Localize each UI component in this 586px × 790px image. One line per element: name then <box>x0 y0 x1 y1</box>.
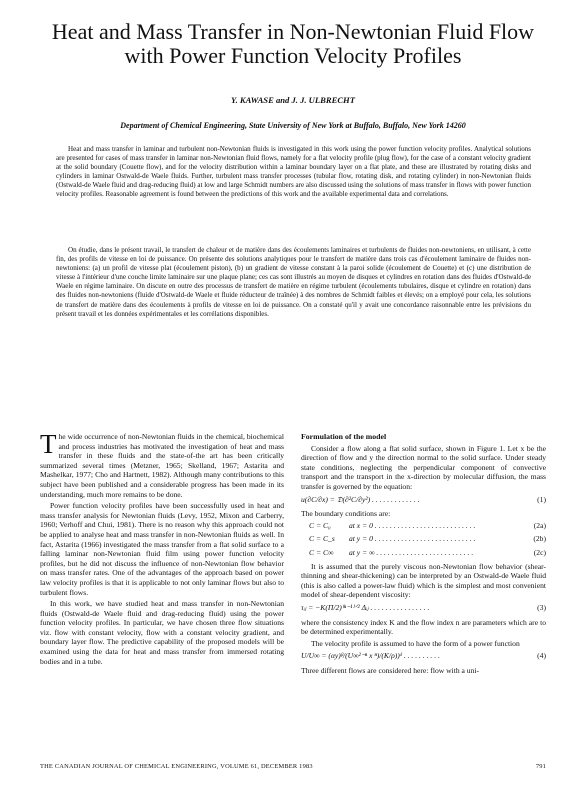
left-column <box>40 429 284 668</box>
equation-3-number: (3) <box>537 602 546 612</box>
page-footer <box>40 763 546 770</box>
bc-2a-lhs: C = C₀ <box>309 520 331 530</box>
drop-cap: T <box>40 429 57 459</box>
right-column <box>301 432 546 677</box>
boundary-condition-2a <box>309 521 546 531</box>
bc-2a-number: (2a) <box>533 520 546 530</box>
section-heading: Formulation of the model <box>301 432 387 441</box>
equation-4 <box>301 651 546 661</box>
intro-paragraph-1 <box>40 429 284 499</box>
equation-3 <box>301 603 546 613</box>
equation-1 <box>301 495 546 505</box>
journal-citation: THE CANADIAN JOURNAL OF CHEMICAL ENGINEERING, VOLUME 61, DECEMBER 1983 <box>40 763 313 770</box>
model-paragraph-1: Consider a flow along a flat solid surface, shown in Figure 1. Let x be the direction of flow and y the direction normal to the solid surface. Under steady state conditions, neglecting the perpendicular component of convective transport and the transport in the x-direction by molecular diffusion, the mass transfer is governed by the equation: <box>301 443 546 491</box>
bc-2a-rhs: at x = 0 . . . . . . . . . . . . . . . . . . . . . . . . . . . <box>349 520 476 530</box>
boundary-condition-2b <box>309 534 546 544</box>
bc-2b-lhs: C = C_s <box>309 534 335 544</box>
abstract-english: Heat and mass transfer in laminar and turbulent non-Newtonian fluids is investigated in this work using the power function velocity profiles. Analytical solutions are presented for cases of mass transfer in laminar non-Newtonian fluid flows, namely for a flat velocity profile (plug flow), for the case of a constant velocity gradient at the solid boundary (Couette flow), and for the velocity distribution within a laminar boundary layer on a flat plate, and these are illustrated by rotating disks and cylinders in laminar Ostwald-de Waele fluids. Further, turbulent mass transfer processes (tubular flow, rotating disk, and rotating cylinder) in non-Newtonian fluids (Ostwald-de Waele fluid and drag-reducing fluid) at low and large Schmidt numbers are also discussed using the solutions of mass transfer in flows with power function velocity profiles. Reasonable agreement is found between the predictions of this work and the available experimental data and correlations. <box>56 145 531 199</box>
intro-paragraph-3: In this work, we have studied heat and mass transfer in non-Newtonian fluids (Ostwald-de Waele fluid and drag-reducing fluid) using the power function velocity profiles. In particular, we have chosen three flow situations viz. flow with constant velocity, flow with a constant velocity gradient, and boundary layer flow. The predictive capability of the proposed models will be examined using the data for heat and mass transfer from immersed rotating bodies and in a tube. <box>40 599 284 666</box>
intro-paragraph-1-text: he wide occurrence of non-Newtonian fluids in the chemical, biochemical and process industries has motivated the investigation of heat and mass transfer in these fluids and the state-of-the art has been critically summarized several times (Metzner, 1965; Skelland, 1967; Astarita and Mashelkar, 1977; Cho and Hartnett, 1982). Although many contributions to this subject have been published and a considerable progress has been made in its understanding, much more remains to be done. <box>40 432 284 499</box>
title-line-1: Heat and Mass Transfer in Non-Newtonian Fluid Flow <box>51 19 535 44</box>
equation-3-expression: τᵢⱼ = −K(Π/2)⁽ⁿ⁻¹⁾ᐟ² Δᵢⱼ <box>301 602 369 612</box>
model-paragraph-4: The velocity profile is assumed to have the form of a power function <box>311 638 520 648</box>
bc-2c-rhs: at y = ∞ . . . . . . . . . . . . . . . . . . . . . . . . . . <box>349 547 474 557</box>
abstract-french: On étudie, dans le présent travail, le transfert de chaleur et de matière dans des écoulements laminaires et turbulents de fluides non-newtoniens, en utilisant, à cette fin, des profils de vitesse en loi de puissance. On présente des solutions analytiques pour le transfert de matière dans trois cas d'écoulement laminaire de fluides non-newtoniens: (a) un profil de vitesse plat (écoulement piston), (b) un gradient de vitesse constant à la paroi solide (écoulement de Couette) et (c) une distribution de vitesse à l'intérieur d'une couche limite laminaire sur une plaque plane; ces cas sont illustrés au moyen de disques et cylindres en rotation dans des fluides d'Ostwald-de Waele en régime laminaire. On discute en outre des processus de transfert de matière en régime turbulent (écoulements tubulaires, disque et cylindre en rotation) dans des fluides non-newtoniens (fluide d'Ostwald-de Waele et fluide réducteur de traînée) à des nombres de Schmidt faibles et élevés; on a employé pour cela, les solutions de transfert de matière dans des écoulements à profils de vitesse en loi de puissance. On a constaté qu'il y avait une concordance raisonnable entre les prévisions du présent travail et les données expérimentales et les corrélations disponibles. <box>56 246 531 318</box>
bc-2c-number: (2c) <box>533 547 546 557</box>
equation-4-leader: . . . . . . . . . . <box>401 651 440 661</box>
equation-4-expression: U/U∞ = (αy)ᵝ/(U∞²⁻ⁿ x ⁿ)/(K/ρ))ᵟ <box>301 651 402 661</box>
bc-2c-lhs: C = C∞ <box>309 547 334 557</box>
authors: Y. KAWASE and J. J. ULBRECHT <box>230 95 355 105</box>
model-paragraph-5: Three different flows are considered here: flow with a uni- <box>301 665 480 675</box>
equation-1-number: (1) <box>537 494 546 504</box>
model-paragraph-2: It is assumed that the purely viscous non-Newtonian flow behavior (shear-thinning and shear-thickening) can be interpreted by an Ostwald-de Waele fluid (this is also called a power-law fluid) which is the simplest and most convenient model of shear-dependent viscosity: <box>301 561 546 600</box>
page-number: 791 <box>535 763 546 770</box>
equation-3-leader: . . . . . . . . . . . . . . . . <box>368 602 430 612</box>
affiliation: Department of Chemical Engineering, State University of New York at Buffalo, Buffalo, New York 14260 <box>120 121 466 130</box>
boundary-condition-2c <box>309 548 546 558</box>
model-paragraph-3: where the consistency index K and the flow index n are parameters which are to be determined experimentally. <box>301 617 546 637</box>
equation-1-leader: . . . . . . . . . . . . . <box>370 494 420 504</box>
boundary-conditions-intro: The boundary conditions are: <box>301 509 391 519</box>
paper-title <box>30 20 556 68</box>
bc-2b-number: (2b) <box>533 534 546 544</box>
bc-2b-rhs: at y = 0 . . . . . . . . . . . . . . . . . . . . . . . . . . . <box>349 534 476 544</box>
equation-4-number: (4) <box>537 651 546 661</box>
title-line-2: with Power Function Velocity Profiles <box>124 43 462 68</box>
equation-1-expression: u(∂C/∂x) = 𝔇(∂²C/∂y²) <box>301 494 371 504</box>
intro-paragraph-2: Power function velocity profiles have been successfully used in heat and mass transfer analysis for Newtonian fluids (Levy, 1952, Mixon and Carberry, 1960; Verhoff and Chui, 1981). There is no reason why this approach could not be applied to analyse heat and mass transfer in non-Newtonian fluids as well. In fact, Astarita (1966) investigated the mass transfer from a flat solid surface to a falling laminar non-Newtonian fluid film using power function velocity profiles, but he did not discuss the influence of non-Newtonian flow behavior on mass transfer rates. One of the advantages of the approach based on power law velocity profiles is that it is applicable to not only laminar flows but also to turbulent flows. <box>40 501 284 597</box>
